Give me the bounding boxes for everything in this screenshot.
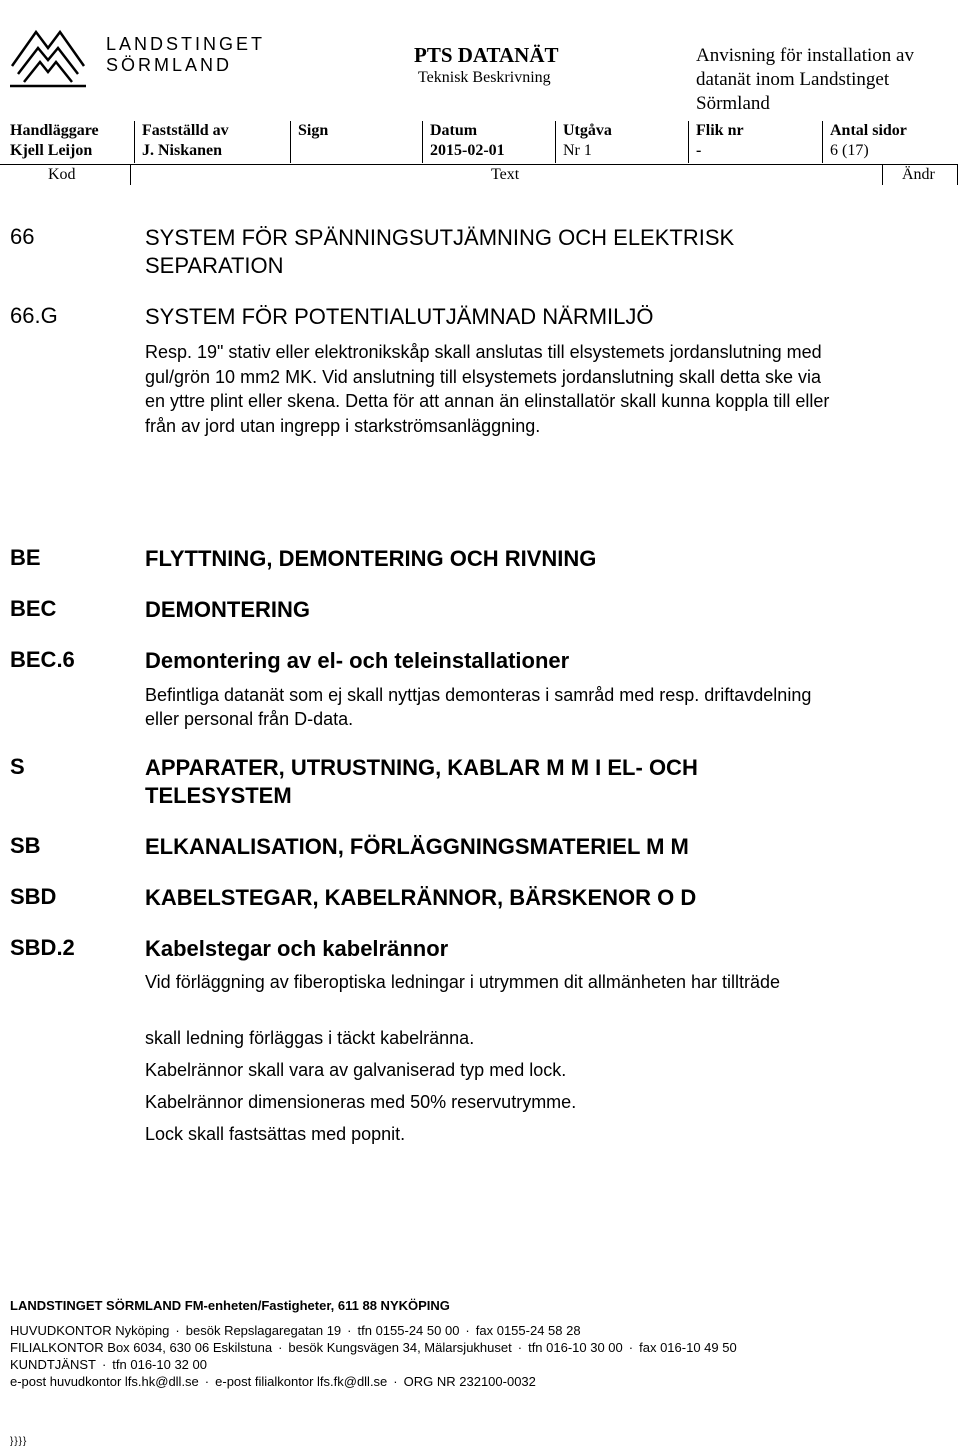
kod-column-label: Kod (48, 166, 76, 183)
section-title-sbd2: Kabelstegar och kabelrännor (145, 936, 449, 961)
footer-line-2: FILIALKONTOR Box 6034, 630 06 Eskilstuna · besök Kungsvägen 34, Mälarsjukhuset · tfn 016-10 30 00 · fax 016-10 49 50 (10, 1340, 737, 1355)
antal-sidor-value: 6 (17) (830, 142, 869, 159)
divider (882, 165, 883, 185)
section-text-66g: Resp. 19" stativ eller elektronikskåp skall anslutas till elsystemets jordanslutning med gul/grön 10 mm2 MK. Vid anslutning till elsystemets jordanslutning skall detta ske via en yttre plint eller skena. Detta för att annan än elinstallatör skall kunna koppla till eller från av jord utan ingrepp i starkströmsanläggning. (145, 342, 830, 436)
section-title-bec: DEMONTERING (145, 597, 310, 622)
text-column-label: Text (491, 166, 520, 183)
document-title: PTS DATANÄT (414, 43, 559, 67)
section-title-66g: SYSTEM FÖR POTENTIALUTJÄMNAD NÄRMILJÖ (145, 304, 654, 329)
divider (130, 165, 131, 185)
divider (957, 165, 958, 185)
datum-value: 2015-02-01 (430, 142, 505, 159)
divider (822, 121, 823, 163)
logo-line-2: SÖRMLAND (106, 55, 233, 75)
footer-head-visit: besök Repslagaregatan 19 (185, 1323, 342, 1338)
section-code-sb: SB (10, 833, 41, 858)
document-subtitle: Teknisk Beskrivning (418, 69, 551, 86)
utgava-value: Nr 1 (563, 142, 592, 159)
andr-column-label: Ändr (902, 166, 935, 183)
handlaggare-value: Kjell Leijon (10, 142, 93, 159)
section-code-bec: BEC (10, 596, 57, 621)
antal-sidor-label: Antal sidor (830, 122, 907, 139)
section-title-sb: ELKANALISATION, FÖRLÄGGNINGSMATERIEL M M (145, 834, 689, 859)
footer-head-office: HUVUDKONTOR Nyköping (10, 1323, 170, 1338)
footer-head-phone: tfn 0155-24 50 00 (357, 1323, 460, 1338)
section-text-bec6: Befintliga datanät som ej skall nyttjas demonteras i samråd med resp. driftavdelning eller personal från D-data. (145, 685, 812, 729)
header-fields (0, 121, 958, 163)
document-description: Anvisning för installation av datanät inom Landstinget Sörmland (696, 45, 914, 114)
section-code-66g: 66.G (10, 303, 58, 328)
page-stamp: }}}} (10, 1436, 28, 1447)
divider (422, 121, 423, 163)
section-code-s: S (10, 754, 25, 779)
footer-branch-office: FILIALKONTOR Box 6034, 630 06 Eskilstuna (10, 1340, 273, 1355)
logo-line-1: LANDSTINGET (106, 34, 266, 54)
footer-org: LANDSTINGET SÖRMLAND FM-enheten/Fastigheter, 611 88 NYKÖPING (10, 1298, 450, 1313)
section-code-bec6: BEC.6 (10, 647, 75, 672)
footer-email-head[interactable]: e-post huvudkontor lfs.hk@dll.se (10, 1374, 199, 1389)
section-title-bec6: Demontering av el- och teleinstallationer (145, 648, 570, 673)
section-code-be: BE (10, 545, 41, 570)
column-header-bar (0, 164, 958, 185)
datum-label: Datum (430, 122, 478, 139)
section-text-sbd2-2: skall ledning förläggas i täckt kabelränna. (145, 1028, 475, 1048)
faststalld-value: J. Niskanen (142, 142, 223, 159)
section-code-sbd: SBD (10, 884, 57, 909)
utgava-label: Utgåva (563, 122, 612, 139)
section-title-be: FLYTTNING, DEMONTERING OCH RIVNING (145, 546, 597, 571)
footer-customer-phone: tfn 016-10 32 00 (112, 1357, 207, 1372)
logo-text (106, 34, 265, 76)
section-title-sbd: KABELSTEGAR, KABELRÄNNOR, BÄRSKENOR O D (145, 885, 697, 910)
section-title-s: APPARATER, UTRUSTNING, KABLAR M M I EL- OCH TELESYSTEM (145, 755, 698, 808)
section-code-66: 66 (10, 224, 35, 249)
footer-line-1: HUVUDKONTOR Nyköping · besök Repslagaregatan 19 · tfn 0155-24 50 00 · fax 0155-24 58 28 (10, 1323, 581, 1338)
flik-label: Flik nr (696, 122, 744, 139)
section-title-66: SYSTEM FÖR SPÄNNINGSUTJÄMNING OCH ELEKTRISK SEPARATION (145, 225, 735, 278)
handlaggare-label: Handläggare (10, 122, 99, 139)
faststalld-label: Fastställd av (142, 122, 229, 139)
footer-line-3: KUNDTJÄNST · tfn 016-10 32 00 (10, 1357, 207, 1372)
landstinget-logo-emblem (8, 26, 104, 90)
footer-branch-fax: fax 016-10 49 50 (639, 1340, 737, 1355)
section-text-sbd2-1: Vid förläggning av fiberoptiska ledningar i utrymmen dit allmänheten har tillträde (145, 972, 781, 992)
section-text-sbd2-4: Kabelrännor dimensioneras med 50% reservutrymme. (145, 1092, 577, 1112)
footer-email-branch[interactable]: e-post filialkontor lfs.fk@dll.se (215, 1374, 388, 1389)
footer-customer-service: KUNDTJÄNST (10, 1357, 96, 1372)
sign-label: Sign (298, 122, 329, 139)
divider (134, 121, 135, 163)
section-code-sbd2: SBD.2 (10, 935, 75, 960)
footer-head-fax: fax 0155-24 58 28 (475, 1323, 581, 1338)
footer-line-4: e-post huvudkontor lfs.hk@dll.se · e-post filialkontor lfs.fk@dll.se · ORG NR 232100-0032 (10, 1374, 536, 1389)
divider (688, 121, 689, 163)
footer-branch-visit: besök Kungsvägen 34, Mälarsjukhuset (288, 1340, 512, 1355)
footer-org-number: ORG NR 232100-0032 (403, 1374, 536, 1389)
footer-branch-phone: tfn 016-10 30 00 (528, 1340, 623, 1355)
flik-value: - (696, 142, 702, 159)
section-text-sbd2-3: Kabelrännor skall vara av galvaniserad typ med lock. (145, 1060, 567, 1080)
divider (290, 121, 291, 163)
divider (555, 121, 556, 163)
section-text-sbd2-5: Lock skall fastsättas med popnit. (145, 1124, 406, 1144)
